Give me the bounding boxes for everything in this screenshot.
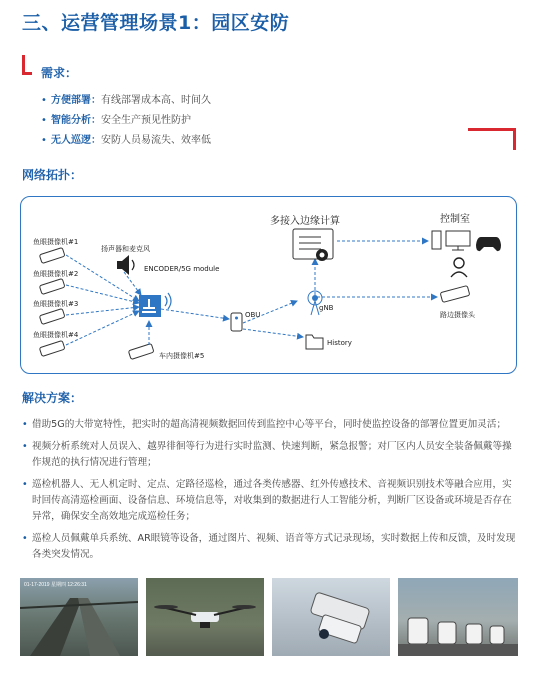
photo-patrol-robots	[398, 578, 518, 656]
solution-item: • 巡检人员佩戴单兵系统、AR眼镜等设备，通过图片、视频、语音等方式记录现场，实时数据上传和反馈，及时发现各类突发情况。	[22, 531, 520, 563]
requirement-text: 安防人员易流失、效率低	[101, 135, 211, 146]
edge-server-icon	[293, 229, 333, 261]
network-heading: 网络拓扑：	[22, 168, 83, 182]
requirement-text: 安全生产预见性防护	[101, 115, 191, 126]
requirement-key: 无人巡逻：	[51, 135, 101, 146]
history-folder-icon	[306, 335, 323, 349]
camera-label: 鱼眼摄像机#1	[33, 238, 79, 246]
roadside-camera-label: 路边摄像头	[440, 311, 475, 319]
conveyor-image	[20, 578, 138, 656]
robots-image	[398, 578, 518, 656]
requirement-item	[41, 131, 211, 151]
requirement-item	[41, 91, 211, 111]
speaker-icon	[117, 255, 134, 275]
photo-drone	[146, 578, 264, 656]
camera-label: 鱼眼摄像机#4	[33, 331, 79, 339]
control-room-label: 控制室	[440, 214, 470, 225]
page-title: 三、运营管理场景1：园区安防	[22, 12, 290, 34]
photo-timestamp: 01-17-2019 星期四 12:26:31	[24, 582, 87, 588]
requirements-list	[41, 91, 211, 151]
photo-strip	[20, 578, 518, 656]
requirement-item	[41, 111, 211, 131]
requirement-key: 方便部署：	[51, 95, 101, 106]
solution-item: • 视频分析系统对人员误入、越界徘徊等行为进行实时监测、快速判断，紧急报警；对厂区内人员安全装备佩戴等操作规范的执行情况进行管理；	[22, 439, 520, 471]
car-camera-label: 车内摄像机#5	[159, 352, 205, 360]
solution-item: • 借助5G的大带宽特性，把实时的超高清视频数据回传到监控中心等平台，同时使监控设备的部署位置更加灵活；	[22, 417, 520, 433]
fisheye-camera-icon	[39, 247, 469, 359]
photo-conveyor-inspection	[20, 578, 138, 656]
camera-label: 鱼眼摄像机#2	[33, 270, 79, 278]
obu-device-icon	[231, 313, 242, 331]
security-camera-image	[272, 578, 390, 656]
gnb-label: gNB	[319, 304, 334, 312]
encoder-5g-module-icon	[139, 293, 171, 317]
edge-computing-label: 多接入边缘计算	[270, 216, 340, 227]
drone-image	[146, 578, 264, 656]
requirement-text: 有线部署成本高、时间久	[101, 95, 211, 106]
solution-heading: 解决方案：	[22, 391, 83, 405]
solution-item: • 巡检机器人、无人机定时、定点、定路径巡检，通过各类传感器、红外传感技术、音视频识别技术等融合应用，实时回传高清巡检画面、设备信息、环境信息等，对收集到的数据进行人工智能分析，判断厂区设备或环境是否存在异常，确保安全高效地完成巡检任务；	[22, 477, 520, 525]
control-room-computer-icon	[432, 231, 470, 250]
gamepad-icon	[476, 237, 501, 251]
encoder-label: ENCODER/5G module	[144, 265, 220, 273]
photo-security-camera	[272, 578, 390, 656]
decorative-bracket-top-left	[22, 55, 32, 75]
solution-list	[22, 417, 520, 569]
obu-label: OBU	[245, 311, 261, 319]
history-label: History	[327, 339, 352, 347]
network-topology-diagram	[20, 196, 517, 374]
decorative-bracket-bottom-right	[468, 128, 516, 150]
requirement-key: 智能分析：	[51, 115, 101, 126]
camera-label: 鱼眼摄像机#3	[33, 300, 79, 308]
speaker-label: 扬声器和麦克风	[101, 245, 150, 253]
operator-person-icon	[451, 258, 467, 277]
requirements-heading: 需求：	[41, 66, 78, 80]
